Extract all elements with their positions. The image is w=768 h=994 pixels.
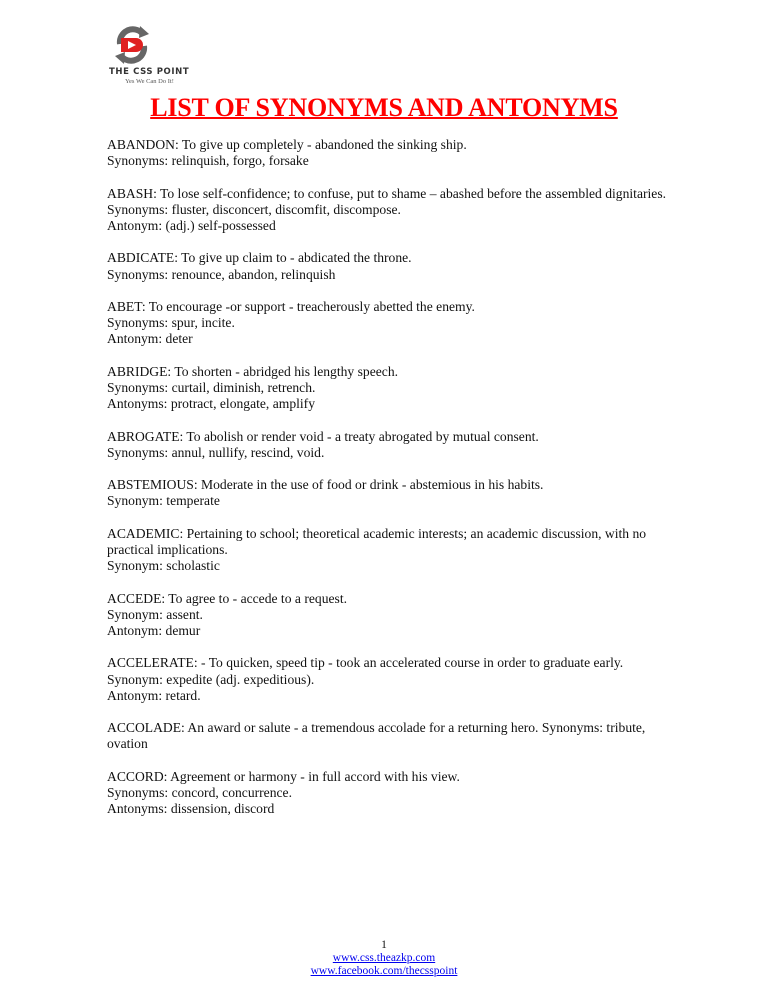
entry-related-words: Synonyms: renounce, abandon, relinquish — [107, 266, 336, 282]
word-entry — [107, 769, 667, 818]
word-entry — [107, 186, 667, 235]
entry-related-words: Synonyms: spur, incite. — [107, 315, 235, 331]
word-entry — [107, 655, 667, 704]
entry-related-words: Synonyms: fluster, disconcert, discomfit, discompose. — [107, 201, 401, 217]
word-entry — [107, 364, 667, 413]
word-entry — [107, 429, 667, 461]
entry-related-words: Synonyms: curtail, diminish, retrench. — [107, 379, 316, 395]
logo-tagline: Yes We Can Do It! — [125, 78, 174, 85]
entry-related-words: Synonyms: annul, nullify, rescind, void. — [107, 444, 325, 460]
entry-related-words: Antonym: deter — [107, 331, 193, 347]
entry-related-words: Antonyms: dissension, discord — [107, 801, 275, 817]
entry-related-words: Synonyms: concord, concurrence. — [107, 784, 292, 800]
entry-related-words: Antonyms: protract, elongate, amplify — [107, 396, 316, 412]
word-entry — [107, 477, 667, 509]
word-entry — [107, 591, 667, 640]
entry-related-words: Antonym: retard. — [107, 687, 201, 703]
logo-name: THE CSS POINT — [109, 67, 190, 77]
entry-related-words: Synonym: expedite (adj. expeditious). — [107, 671, 315, 687]
website-link[interactable]: www.css.theazkp.com — [332, 952, 436, 964]
entry-definition: ABSTEMIOUS: Moderate in the use of food or drink - abstemious in his habits. — [107, 477, 544, 493]
entry-definition: ACADEMIC: Pertaining to school; theoretical academic interests; an academic discussion, with no practical implications. — [107, 525, 647, 557]
entry-definition: ACCORD: Agreement or harmony - in full accord with his view. — [107, 768, 460, 784]
entry-definition: ABET: To encourage -or support - treacherously abetted the enemy. — [107, 298, 475, 314]
word-entry — [107, 299, 667, 348]
entry-definition: ABDICATE: To give up claim to - abdicated the throne. — [107, 250, 412, 266]
logo — [106, 24, 190, 90]
entry-definition: ACCEDE: To agree to - accede to a request. — [107, 590, 347, 606]
word-entry — [107, 720, 667, 752]
logo-icon — [112, 24, 152, 66]
entry-related-words: Synonyms: relinquish, forgo, forsake — [107, 153, 309, 169]
page-footer — [0, 939, 768, 978]
word-entry — [107, 526, 667, 575]
entry-definition: ABASH: To lose self-confidence; to confuse, put to shame – abashed before the assembled dignitaries. — [107, 185, 667, 201]
entry-related-words: Synonym: scholastic — [107, 558, 220, 574]
entry-definition: ABANDON: To give up completely - abandoned the sinking ship. — [107, 137, 467, 152]
word-entry — [107, 250, 667, 282]
word-entry — [107, 137, 667, 169]
page-number: 1 — [381, 939, 387, 951]
entry-definition: ACCELERATE: - To quicken, speed tip - took an accelerated course in order to graduate early. — [107, 655, 624, 671]
entry-definition: ACCOLADE: An award or salute - a tremendous accolade for a returning hero. Synonyms: tribute, ovation — [107, 720, 646, 752]
entry-definition: ABROGATE: To abolish or render void - a treaty abrogated by mutual consent. — [107, 428, 539, 444]
entry-definition: ABRIDGE: To shorten - abridged his lengthy speech. — [107, 363, 399, 379]
entry-related-words: Antonym: demur — [107, 622, 201, 638]
page-title: LIST OF SYNONYMS AND ANTONYMS — [150, 93, 618, 122]
facebook-link[interactable]: www.facebook.com/thecsspoint — [310, 965, 458, 977]
entry-related-words: Synonym: assent. — [107, 606, 203, 622]
entry-related-words: Synonym: temperate — [107, 493, 220, 509]
word-list — [107, 137, 667, 834]
entry-related-words: Antonym: (adj.) self-possessed — [107, 218, 276, 233]
